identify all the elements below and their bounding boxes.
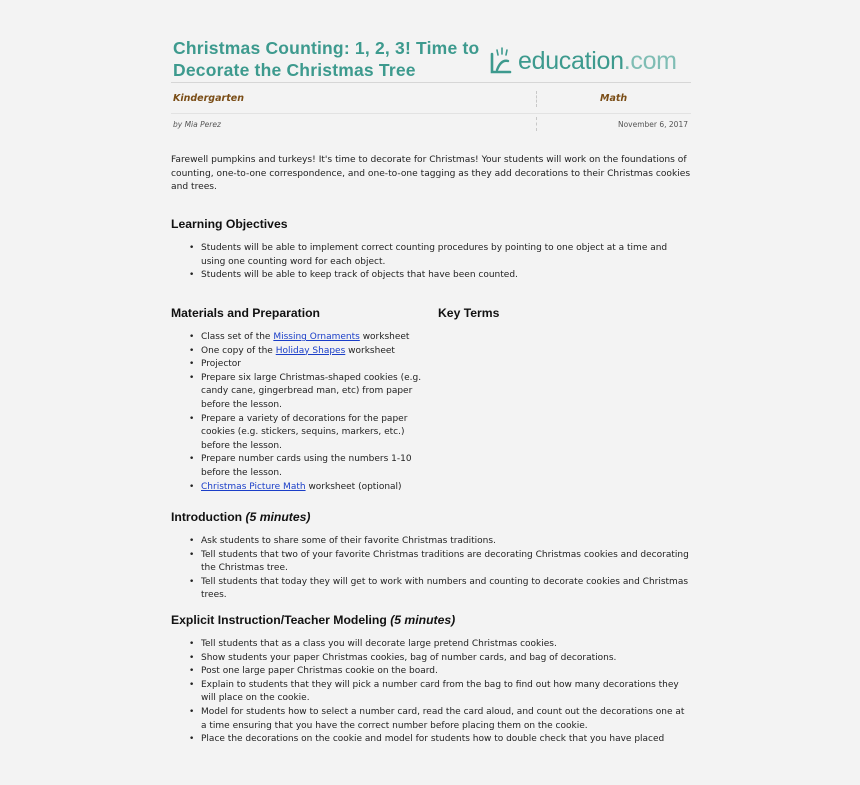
- materials-list: [171, 331, 426, 494]
- list-item: • Tell students that two of your favorite Christmas traditions are decorating Christmas cookies and decorating the Christmas tree.: [171, 549, 691, 576]
- list-item: • Post one large paper Christmas cookie on the board.: [171, 665, 691, 679]
- explicit-instruction-heading: Explicit Instruction/Teacher Modeling (5 minutes): [171, 613, 456, 627]
- missing-ornaments-link[interactable]: Missing Ornaments: [273, 332, 360, 342]
- meta-divider-1: [536, 91, 537, 107]
- introduction-heading: Introduction (5 minutes): [171, 510, 311, 524]
- meta-divider-2: [536, 117, 537, 131]
- meta-divider-line: [171, 113, 691, 114]
- explicit-instruction-list: [171, 638, 691, 747]
- list-item: • Show students your paper Christmas cookies, bag of number cards, and bag of decorations.: [171, 652, 691, 666]
- list-item: • Prepare six large Christmas-shaped cookies (e.g. candy cane, gingerbread man, etc) from paper before the lesson.: [171, 372, 426, 413]
- list-item: • Place the decorations on the cookie and model for students how to double check that you have placed: [171, 733, 691, 747]
- list-item: • Tell students that as a class you will decorate large pretend Christmas cookies.: [171, 638, 691, 652]
- logo-suffix: .com: [623, 46, 677, 75]
- subject-label: Math: [600, 93, 628, 104]
- list-item: • Students will be able to keep track of objects that have been counted.: [171, 269, 691, 283]
- introduction-list: [171, 535, 691, 603]
- list-item: • Model for students how to select a number card, read the card aloud, and count out the decorations one at a time ensuring that you have the correct number before placing them on the cookie.: [171, 706, 691, 733]
- intro-paragraph: Farewell pumpkins and turkeys! It's time to decorate for Christmas! Your students will work on the foundations of counting, one-to-one correspondence, and one-to-one tagging as they add decorations to their Christmas cookies and trees.: [171, 155, 691, 193]
- holiday-shapes-link[interactable]: Holiday Shapes: [275, 345, 346, 356]
- list-item: • Projector: [171, 358, 426, 372]
- christmas-picture-math-link[interactable]: Christmas Picture Math: [201, 481, 306, 492]
- key-terms-heading: Key Terms: [438, 306, 500, 320]
- list-item: • Ask students to share some of their favorite Christmas traditions.: [171, 535, 691, 549]
- list-item: • Prepare a variety of decorations for the paper cookies (e.g. stickers, sequins, markers, etc.) before the lesson.: [171, 413, 426, 454]
- education-logo-icon: [488, 46, 518, 76]
- list-item: • One copy of the Holiday Shapes worksheet: [171, 345, 426, 359]
- author-byline: by Mia Perez: [173, 120, 221, 129]
- learning-objectives-list: [171, 242, 691, 283]
- logo-main: education: [518, 46, 624, 75]
- header-divider: [171, 82, 691, 83]
- lesson-title: Christmas Counting: 1, 2, 3! Time to Decorate the Christmas Tree: [173, 38, 480, 80]
- materials-heading: Materials and Preparation: [171, 306, 321, 320]
- education-com-logo[interactable]: [488, 44, 677, 78]
- grade-label: Kindergarten: [173, 93, 244, 104]
- list-item: • Prepare number cards using the numbers 1-10 before the lesson.: [171, 453, 426, 480]
- list-item: • Class set of the Missing Ornaments worksheet: [171, 331, 426, 345]
- list-item: • Tell students that today they will get to work with numbers and counting to decorate cookies and Christmas trees.: [171, 576, 691, 603]
- publish-date: November 6, 2017: [617, 120, 688, 129]
- learning-objectives-heading: Learning Objectives: [171, 217, 288, 231]
- list-item: • Students will be able to implement correct counting procedures by pointing to one object at a time and using one counting word for each object.: [171, 242, 691, 269]
- list-item: • Christmas Picture Math worksheet (optional): [171, 481, 426, 495]
- list-item: • Explain to students that they will pick a number card from the bag to find out how many decorations they will place on the cookie.: [171, 679, 691, 706]
